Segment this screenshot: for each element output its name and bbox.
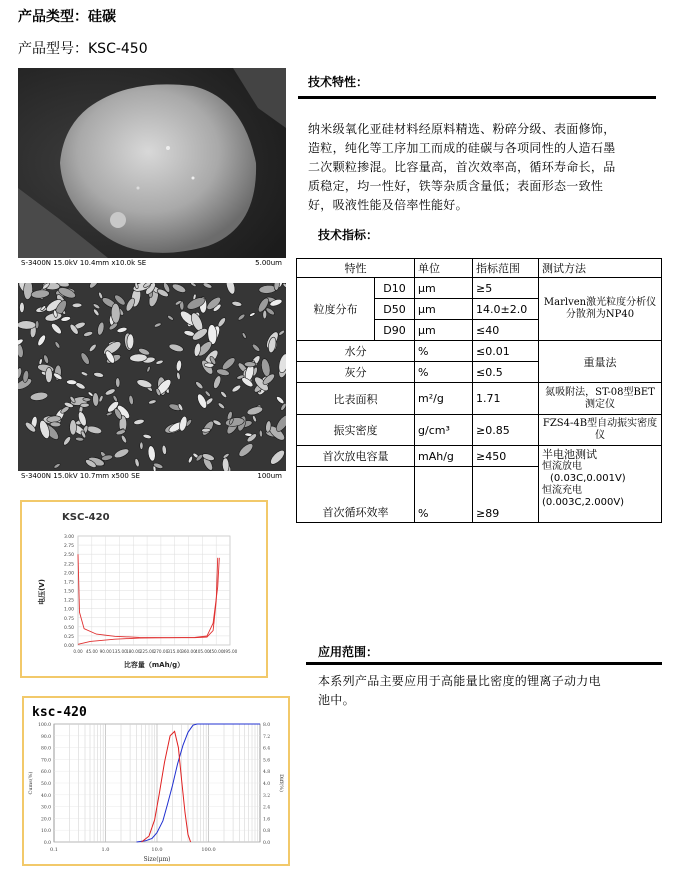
y2-tick-label: 0.8	[263, 829, 271, 835]
sem-image-overview	[18, 283, 286, 483]
sem-flake	[201, 428, 210, 433]
features-line: 造粒，纯化等工序加工而成的硅碳与各项同性的人造石墨	[308, 141, 616, 155]
d10-unit: μm	[415, 278, 473, 299]
header-range: 指标范围	[473, 259, 539, 278]
section-divider	[298, 96, 656, 99]
capacity-value: ≥450	[473, 446, 539, 467]
efficiency-unit: %	[415, 467, 473, 523]
y-tick-label: 0.0	[43, 841, 51, 846]
y-tick-label: 100.0	[38, 723, 51, 728]
y-tick-label: 70.0	[40, 758, 51, 764]
efficiency-value: ≥89	[473, 467, 539, 523]
moisture-unit: %	[415, 341, 473, 362]
y-tick-label: 50.0	[40, 782, 51, 787]
y-tick-label: 90.0	[40, 734, 51, 740]
y2-tick-label: 6.4	[263, 746, 271, 752]
x-tick-label: 45.00	[85, 649, 98, 654]
y-tick-label: 20.0	[40, 817, 51, 823]
application-line: 池中。	[318, 693, 355, 707]
y-tick-label: 0.75	[63, 616, 74, 622]
x-tick-label: 360.00	[181, 649, 196, 654]
application-text	[318, 672, 658, 710]
y-tick-label: 1.00	[63, 607, 74, 613]
sem-caption-scale: 100um	[257, 472, 282, 480]
half-cell-line: 半电池测试	[542, 448, 597, 461]
y-tick-label: 2.75	[63, 544, 74, 550]
table-row	[297, 383, 662, 415]
y-tick-label: 2.25	[63, 562, 74, 568]
moisture-value: ≤0.01	[473, 341, 539, 362]
application-line: 本系列产品主要应用于高能量比密度的锂离子动力电	[318, 674, 601, 688]
d90-unit: μm	[415, 320, 473, 341]
sem-flake	[72, 303, 82, 308]
y-tick-label: 80.0	[40, 746, 51, 752]
features-line: 纳米级氧化亚硅材料经原料精选、粉碎分级、表面修饰，	[308, 122, 616, 136]
header-property: 特性	[297, 259, 415, 278]
x-tick-label: 0.00	[73, 649, 83, 654]
x-tick-label: 405.00	[195, 649, 210, 654]
table-header-row	[297, 259, 662, 278]
spec-table	[296, 258, 662, 523]
sem-flake	[83, 397, 91, 401]
efficiency-name: 首次循环效率	[297, 467, 415, 523]
d10-value: ≥5	[473, 278, 539, 299]
features-heading: 技术特性：	[308, 75, 369, 89]
half-cell-line: 恒流放电	[542, 461, 582, 472]
tap-method: FZS4-4B型自动振实密度仪	[539, 415, 662, 446]
x-tick-label: 10.0	[151, 847, 163, 853]
sem-flake	[66, 380, 77, 385]
sem-flake	[245, 433, 252, 437]
ash-name: 灰分	[297, 362, 415, 383]
half-cell-line: (0.03C,0.001V)	[550, 473, 626, 484]
header-method: 测试方法	[539, 259, 662, 278]
sem-flake	[92, 393, 99, 407]
product-model: 产品型号：KSC-450	[18, 41, 148, 57]
particle-method: Marlven激光粒度分析仪分散剂为NP40	[539, 278, 662, 341]
d50-name: D50	[375, 299, 415, 320]
y2-tick-label: 1.6	[263, 817, 271, 823]
d10-name: D10	[375, 278, 415, 299]
x-tick-label: 100.0	[201, 847, 216, 853]
sem-flake	[80, 403, 89, 408]
chart-title: KSC-420	[62, 512, 110, 523]
specs-heading: 技术指标：	[318, 228, 379, 242]
y-tick-label: 1.25	[63, 598, 74, 604]
x-tick-label: 0.1	[50, 847, 58, 853]
d90-name: D90	[375, 320, 415, 341]
table-row	[297, 341, 662, 362]
bet-method: 氮吸附法，ST-08型BET测定仪	[539, 383, 662, 415]
sem-caption	[18, 471, 286, 483]
sem-image-closeup	[18, 68, 286, 270]
y-tick-label: 1.75	[63, 580, 74, 586]
x-tick-label: 90.00	[99, 649, 112, 654]
ash-value: ≤0.5	[473, 362, 539, 383]
particle-label: 粒度分布	[297, 278, 375, 341]
tap-unit: g/cm³	[415, 415, 473, 446]
sem-caption-params: S-3400N 15.0kV 10.4mm x10.0k SE	[21, 259, 147, 267]
features-line: 二次颗粒掺混。比容量高，首次效率高，循环寿命长，品	[308, 160, 616, 174]
voltage-capacity-chart	[22, 502, 266, 676]
y2-tick-label: 4.8	[263, 770, 271, 776]
sem-flake	[127, 334, 134, 349]
header-unit: 单位	[415, 259, 473, 278]
psd-chart-box	[22, 696, 290, 866]
sem-flake	[140, 442, 143, 450]
y-axis-label: 电压(V)	[38, 579, 46, 605]
sem-flake	[70, 420, 77, 435]
ash-unit: %	[415, 362, 473, 383]
tap-name: 振实密度	[297, 415, 415, 446]
x-tick-label: 450.00	[208, 649, 224, 654]
y-axis-label: Cums(%)	[28, 771, 34, 795]
x-tick-label: 315.00	[167, 649, 183, 654]
y-tick-label: 40.0	[40, 793, 51, 799]
x-tick-label: 135.00	[112, 649, 127, 654]
y2-tick-label: 0.0	[263, 841, 271, 846]
capacity-unit: mAh/g	[415, 446, 473, 467]
x-tick-label: 270.00	[153, 649, 169, 654]
d90-value: ≤40	[473, 320, 539, 341]
x-axis-label: Size(μm)	[143, 856, 171, 863]
chart-title: ksc-420	[32, 705, 87, 720]
sem-particle-picture	[18, 68, 286, 258]
x-axis-label: 比容量（mAh/g）	[123, 661, 185, 669]
half-cell-line: (0.003C,2.000V)	[542, 497, 625, 508]
sem-flake	[244, 362, 256, 367]
x-tick-label: 495.00	[222, 649, 238, 654]
sem-caption	[18, 258, 286, 270]
features-line: 质稳定，均一性好，铁等杂质含量低；表面形态一致性	[308, 179, 604, 193]
y2-tick-label: 3.2	[263, 793, 271, 799]
y-tick-label: 2.50	[63, 553, 74, 559]
y2-tick-label: 5.6	[263, 758, 271, 764]
bet-value: 1.71	[473, 383, 539, 415]
y-tick-label: 60.0	[40, 770, 51, 776]
moisture-name: 水分	[297, 341, 415, 362]
table-row	[297, 278, 662, 299]
x-tick-label: 225.00	[139, 649, 155, 654]
sem-flake	[50, 422, 61, 428]
product-type: 产品类型：硅碳	[18, 9, 116, 25]
bet-unit: m²/g	[415, 383, 473, 415]
section-divider	[306, 662, 662, 665]
y-tick-label: 1.50	[63, 589, 74, 595]
sem-caption-scale: 5.00um	[255, 259, 282, 267]
half-cell-line: 恒流充电	[542, 485, 582, 496]
y-tick-label: 10.0	[40, 829, 51, 835]
y2-axis-label: Diff(%)	[278, 774, 284, 792]
sem-flake	[115, 378, 120, 388]
features-line: 好，吸液性能及倍率性能好。	[308, 198, 468, 212]
y2-tick-label: 7.2	[263, 734, 271, 740]
d50-value: 14.0±2.0	[473, 299, 539, 320]
table-row	[297, 446, 662, 467]
psd-chart	[24, 698, 288, 864]
sem-flake	[19, 302, 24, 313]
sem-flake	[263, 310, 267, 319]
y-tick-label: 30.0	[40, 805, 51, 811]
sem-flake	[18, 321, 36, 330]
tap-value: ≥0.85	[473, 415, 539, 446]
y-tick-label: 0.25	[63, 634, 74, 640]
y2-tick-label: 4.0	[263, 782, 271, 787]
d50-unit: μm	[415, 299, 473, 320]
x-tick-label: 180.00	[125, 649, 141, 654]
x-tick-label: 1.0	[101, 847, 110, 853]
bet-name: 比表面积	[297, 383, 415, 415]
y-tick-label: 0.50	[63, 625, 74, 631]
y-tick-label: 0.00	[63, 644, 74, 649]
y2-tick-label: 8.0	[263, 723, 271, 728]
y2-tick-label: 2.4	[263, 805, 271, 811]
application-heading: 应用范围：	[318, 645, 379, 659]
y-tick-label: 2.00	[63, 571, 74, 577]
table-row	[297, 415, 662, 446]
sem-caption-params: S-3400N 15.0kV 10.7mm x500 SE	[21, 472, 140, 480]
voltage-chart-box	[20, 500, 268, 678]
sem-flakes-picture	[18, 283, 286, 471]
sem-flake	[45, 367, 52, 382]
half-cell-method	[539, 446, 662, 523]
weight-method: 重量法	[539, 341, 662, 383]
y-tick-label: 3.00	[63, 535, 74, 540]
features-paragraph	[308, 120, 668, 215]
capacity-name: 首次放电容量	[297, 446, 415, 467]
